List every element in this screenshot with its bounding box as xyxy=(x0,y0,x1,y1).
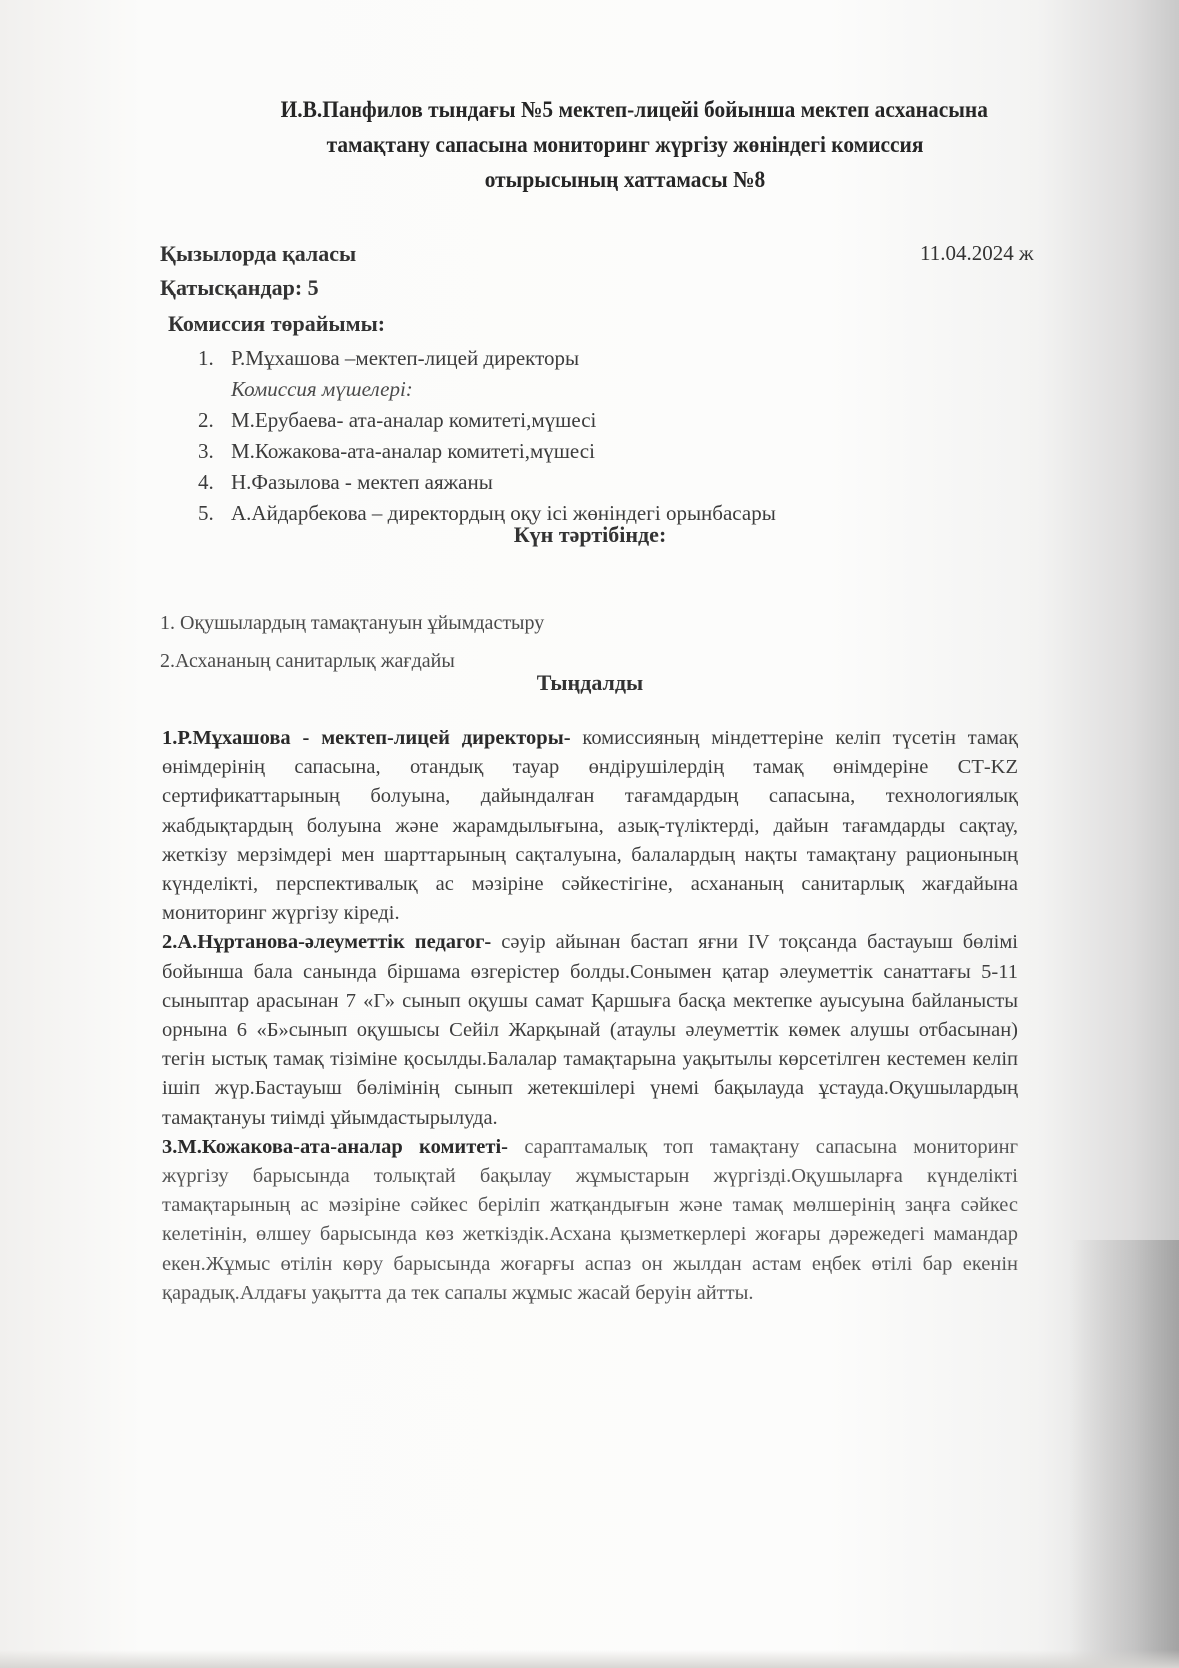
speaker-name: 2.А.Нұртанова-әлеуметтік педагог- xyxy=(162,931,492,954)
member-text: А.Айдарбекова – директордың оқу ісі жөніндегі орынбасары xyxy=(231,501,776,525)
member-text: М.Кожакова-ата-аналар комитеті,мүшесі xyxy=(231,439,595,463)
member-text: Р.Мұхашова –мектеп-лицей директоры xyxy=(231,346,580,370)
members-subheading: Комиссия мүшелері: xyxy=(231,377,413,401)
agenda-item: 2.Асхананың санитарлық жағдайы xyxy=(160,650,455,672)
title-line-3: отырысының хаттамасы №8 xyxy=(484,167,766,192)
speaker-paragraph xyxy=(162,928,1018,1132)
minutes-body xyxy=(162,724,1018,1308)
speaker-name: 1.Р.Мұхашова - мектеп-лицей директоры- xyxy=(162,727,571,749)
date: 11.04.2024 ж xyxy=(920,241,1034,265)
title-line-2: тамақтану сапасына мониторинг жүргізу жөніндегі комиссия xyxy=(326,132,924,157)
member-number: 2. xyxy=(198,408,214,432)
speaker-text: комиссияның міндеттеріне келіп түсетін тамақ өнімдерінің сапасына, отандық тауар өндірушілердің тамақ өнімдеріне СТ-KZ сертификаттарының болуына, дайындалған тағамдардың сапасына, технологиялық жабдықтардың болуына және жарамдылығына, азық-түліктерді, дайын тағамдарды сақтау, жеткізу мерзімдері мен шарттарының сақталуына, балалардың нақты тамақтану рационының күнделікті, перспективалық ас мәзіріне сәйкестігіне, асхананың санитарлық жағдайына мониторинг жүргізу кіреді. xyxy=(162,727,1018,925)
city: Қызылорда қаласы xyxy=(160,241,357,266)
agenda-item: 1. Оқушылардың тамақтануын ұйымдастыру xyxy=(160,612,545,634)
member-item xyxy=(198,467,776,498)
speaker-name: 3.М.Кожакова-ата-аналар комитеті- xyxy=(162,1135,508,1158)
member-item xyxy=(198,436,776,467)
speaker-paragraph xyxy=(162,1133,1018,1308)
speaker-text: сәуір айынан бастап яғни IV тоқсанда бастауыш бөлімі бойынша бала санында біршама өзгерістер болды.Сонымен қатар әлеуметтік санаттағы 5-11 сыныптар арасынан 7 «Г» сынып оқушы самат Қаршыға басқа мектепке ауысуына байланысты орнына 6 «Б»сынып оқушысы Сейіл Жарқынай (атаулы әлеуметтік көмек алушы отбасынан) тегін ыстық тамақ тізіміне қосылды.Балалар тамақтарына уақытылы көрсетілген кестемен келіп ішіп жүр.Бастауыш бөлімінің сынып жетекшілері үнемі бақылауда ұстауда.Оқушылардың тамақтануы тиімді ұйымдастырылуда. xyxy=(162,931,1018,1129)
member-item xyxy=(198,343,776,374)
member-number: 3. xyxy=(198,439,214,463)
member-number: 4. xyxy=(198,470,214,494)
member-number: 1. xyxy=(198,346,214,370)
agenda-list xyxy=(160,604,544,680)
chair-heading: Комиссия төрайымы: xyxy=(168,311,386,336)
member-item xyxy=(198,405,776,436)
participants-count: Қатысқандар: 5 xyxy=(160,275,319,300)
page-bottom-edge xyxy=(0,1650,1179,1668)
member-number: 5. xyxy=(198,501,214,525)
speaker-text: сараптамалық топ тамақтану сапасына мониторинг жүргізу барысында толықтай бақылау жұмыстарын жүргізді.Оқушыларға күнделікті тамақтарының ас мәзіріне сәйкес беріліп жатқандығын және тамақ мөлшерінің заңға сәйкес келетінін, өлшеу барысында көз жеткіздік.Асхана қызметкерлері жоғары дәрежедегі мамандар екен.Жұмыс өтілін көру барысында жоғарғы аспаз он жылдан астам еңбек өтілі бар екенін қарадық.Алдағы уақытта да тек сапалы жұмыс жасай беруін айтты. xyxy=(162,1135,1018,1304)
agenda-heading: Күн тәртібінде: xyxy=(513,522,667,547)
document-title xyxy=(193,92,1058,197)
page-shadow xyxy=(1069,1240,1179,1668)
member-text: Н.Фазылова - мектеп аяжаны xyxy=(231,470,493,494)
heard-heading: Тыңдалды xyxy=(536,670,644,695)
speaker-paragraph xyxy=(162,724,1018,928)
member-text: М.Ерубаева- ата-аналар комитеті,мүшесі xyxy=(231,408,597,432)
title-line-1: И.В.Панфилов тындағы №5 мектеп-лицейі бойынша мектеп асханасына xyxy=(280,97,988,122)
members-list xyxy=(198,343,776,529)
